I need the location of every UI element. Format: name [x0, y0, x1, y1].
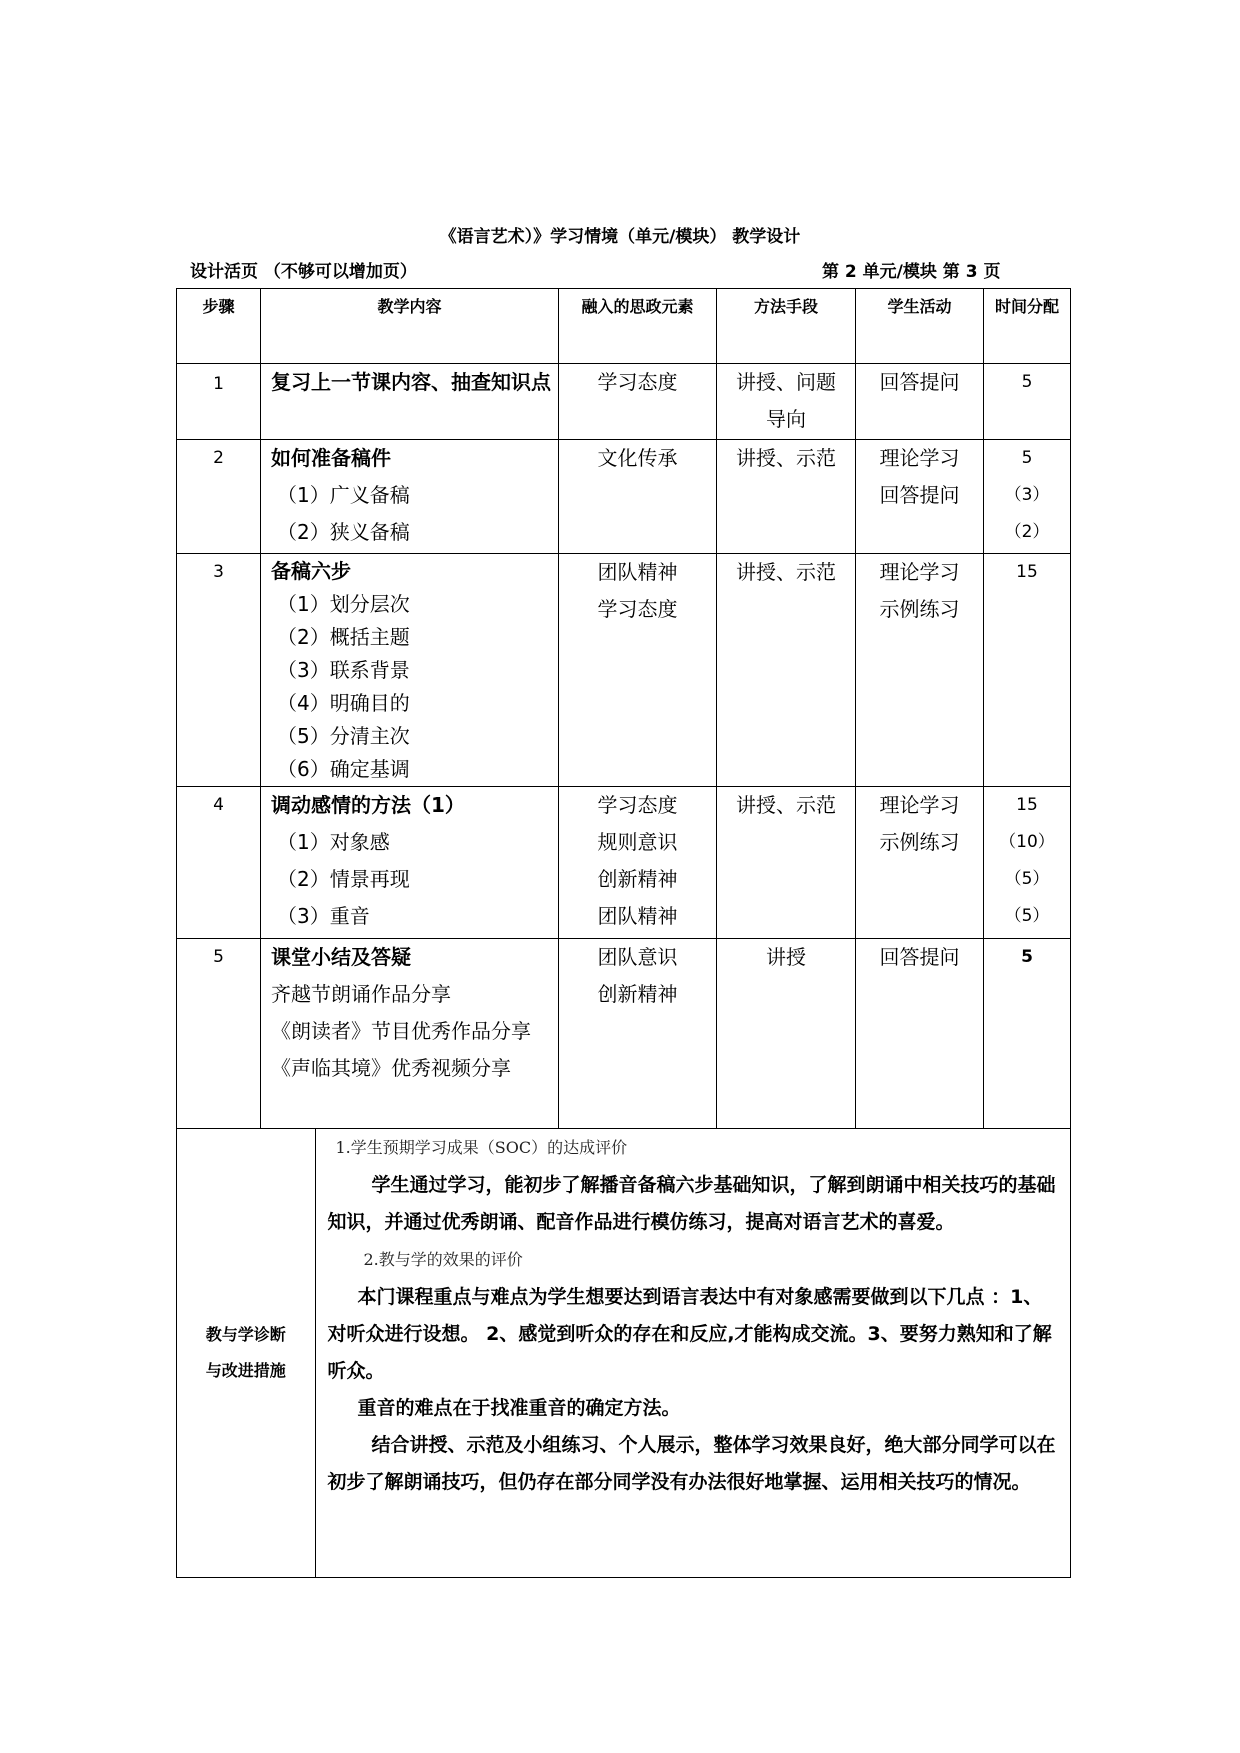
ideological-element: 团队精神: [597, 904, 678, 928]
content-item: 《声临其境》优秀视频分享: [271, 1056, 511, 1080]
content-cell: [261, 787, 559, 939]
ideological-element: 学习态度: [559, 364, 717, 440]
diagnosis-label: [177, 1129, 315, 1577]
teaching-method: 讲授、问题导向: [717, 364, 856, 440]
student-activity: 示例练习: [879, 830, 960, 854]
content-item: （2）情景再现: [277, 867, 410, 891]
student-activity: 回答提问: [856, 939, 984, 1129]
ideological-element-cell: [559, 554, 717, 787]
table-row: [177, 939, 1071, 1129]
content-item: （3）重音: [277, 904, 370, 928]
student-activity-cell: [856, 440, 984, 554]
content-item: （1）广义备稿: [277, 483, 410, 507]
table-header-row: [177, 289, 1071, 364]
content-cell: [261, 554, 559, 787]
time-allocation: 5: [1021, 448, 1033, 468]
col-header-content: 教学内容: [261, 289, 559, 364]
col-header-method: 方法手段: [717, 289, 856, 364]
content-title: 课堂小结及答疑: [271, 945, 411, 969]
ideological-element: 团队意识: [597, 945, 678, 969]
student-activity: 理论学习: [879, 793, 960, 817]
evaluation-paragraph: 结合讲授、示范及小组练习、个人展示，整体学习效果良好，绝大部分同学可以在初步了解朗诵技巧，但仍存在部分同学没有办法很好地掌握、运用相关技巧的情况。: [327, 1434, 1056, 1493]
time-allocation: （3）: [1004, 485, 1050, 505]
content-item: 齐越节朗诵作品分享: [271, 982, 451, 1006]
evaluation-paragraph: 学生通过学习，能初步了解播音备稿六步基础知识，了解到朗诵中相关技巧的基础知识，并通过优秀朗诵、配音作品进行模仿练习，提高对语言艺术的喜爱。: [327, 1174, 1056, 1233]
ideological-element: 学习态度: [597, 793, 678, 817]
teaching-method: 讲授、示范: [717, 554, 856, 787]
col-header-time: 时间分配: [984, 289, 1071, 364]
content-item: （3）联系背景: [277, 658, 410, 682]
diagnosis-label-line: 教与学诊断: [205, 1325, 286, 1344]
ideological-element: 文化传承: [559, 440, 717, 554]
table-row: [177, 787, 1071, 939]
ideological-element: 创新精神: [597, 867, 678, 891]
content-item: （1）对象感: [277, 830, 390, 854]
evaluation-paragraph: 本门课程重点与难点为学生想要达到语言表达中有对象感需要做到以下几点 ：1、对听众进行设想。 2、感觉到听众的存在和反应,才能构成交流。3、要努力熟知和了解听众。: [327, 1286, 1052, 1382]
content-item: （5）分清主次: [277, 724, 410, 748]
student-activity: 回答提问: [856, 364, 984, 440]
col-header-activity: 学生活动: [856, 289, 984, 364]
table-row: [177, 364, 1071, 440]
table-row: [177, 554, 1071, 787]
time-cell: [984, 440, 1071, 554]
time-allocation: （5）: [1004, 869, 1050, 889]
content-title: 调动感情的方法（1）: [271, 793, 465, 817]
section-heading: 1.学生预期学习成果（SOC）的达成评价: [335, 1138, 628, 1157]
ideological-element: 学习态度: [597, 597, 678, 621]
document-title: 《语言艺术）》学习情境（单元/模块） 教学设计: [439, 227, 801, 247]
teaching-method: 讲授: [717, 939, 856, 1129]
diagnosis-label-line: 与改进措施: [205, 1361, 286, 1380]
section-heading: 2.教与学的效果的评价: [363, 1250, 523, 1269]
content-cell: [261, 939, 559, 1129]
evaluation-paragraph: 重音的难点在于找准重音的确定方法。: [357, 1397, 681, 1419]
content-item: （2）狭义备稿: [277, 520, 410, 544]
diagnosis-content: [315, 1129, 1070, 1577]
student-activity-cell: [856, 554, 984, 787]
teaching-method: 讲授、示范: [717, 787, 856, 939]
diagnosis-table: [177, 1129, 1070, 1577]
content-title: 备稿六步: [271, 559, 351, 583]
content-item: （2）概括主题: [277, 625, 410, 649]
content-title: 如何准备稿件: [271, 446, 391, 470]
time-cell: [984, 787, 1071, 939]
student-activity: 理论学习: [879, 560, 960, 584]
col-header-elements: 融入的思政元素: [559, 289, 717, 364]
ideological-element: 团队精神: [597, 560, 678, 584]
step-number: 3: [177, 554, 261, 787]
step-number: 1: [177, 364, 261, 440]
student-activity: 示例练习: [879, 597, 960, 621]
diagnosis-row: [177, 1129, 1071, 1578]
content-item: （4）明确目的: [277, 691, 410, 715]
student-activity: 理论学习: [879, 446, 960, 470]
teaching-method: 讲授、示范: [717, 440, 856, 554]
ideological-element-cell: [559, 787, 717, 939]
time-allocation: 5: [984, 364, 1071, 440]
content-cell: [261, 440, 559, 554]
time-allocation: 15: [984, 554, 1071, 787]
subtitle-left: 设计活页 （不够可以增加页）: [190, 262, 417, 282]
content-title: 复习上一节课内容、抽查知识点: [261, 364, 559, 440]
time-allocation: （5）: [1004, 906, 1050, 926]
step-number: 4: [177, 787, 261, 939]
ideological-element: 规则意识: [597, 830, 678, 854]
student-activity: 回答提问: [879, 483, 960, 507]
time-allocation: （10）: [999, 832, 1055, 852]
step-number: 5: [177, 939, 261, 1129]
time-allocation: （2）: [1004, 522, 1050, 542]
time-allocation: 15: [1016, 795, 1038, 815]
student-activity-cell: [856, 787, 984, 939]
teaching-design-table: [176, 288, 1071, 1578]
page-indicator: 第 2 单元/模块 第 3 页: [822, 262, 1001, 282]
col-header-step: 步骤: [177, 289, 261, 364]
content-item: （6）确定基调: [277, 757, 410, 781]
time-allocation: 5: [984, 939, 1071, 1129]
ideological-element: 创新精神: [597, 982, 678, 1006]
content-item: （1）划分层次: [277, 592, 410, 616]
step-number: 2: [177, 440, 261, 554]
content-item: 《朗读者》节目优秀作品分享: [271, 1019, 531, 1043]
table-row: [177, 440, 1071, 554]
ideological-element-cell: [559, 939, 717, 1129]
